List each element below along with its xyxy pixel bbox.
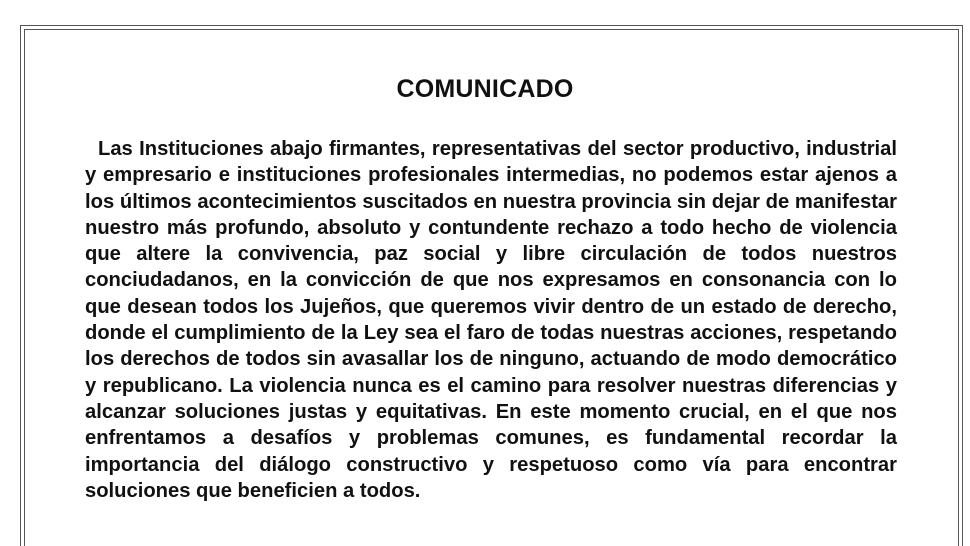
document-paragraph: Las Instituciones abajo firmantes, representativas del sector productivo, industrial y empresario e instituciones profesionales intermedias, no podemos estar ajenos a los últimos acontecimientos suscitados en nuestra provincia sin dejar de manifestar nuestro más profundo, absoluto y contundente rechazo a todo hecho de violencia que altere la convivencia, paz social y libre circulación de todos nuestros conciudadanos, en la convicción de que nos expresamos en consonancia con lo que desean todos los Jujeños, que queremos vivir dentro de un estado de derecho, donde el cumplimiento de la Ley sea el faro de todas nuestras acciones, respetando los derechos de todos sin avasallar los de ninguno, actuando de modo democrático y republicano. La violencia nunca es el camino para resolver nuestras diferencias y alcanzar soluciones justas y equitativas. En este momento crucial, en el que nos enfrentamos a desafíos y problemas comunes, es fundamental recordar la importancia del diálogo constructivo y respetuoso como vía para encontrar soluciones que beneficien a todos. [85, 138, 897, 502]
document-title: COMUNICADO [396, 75, 574, 103]
